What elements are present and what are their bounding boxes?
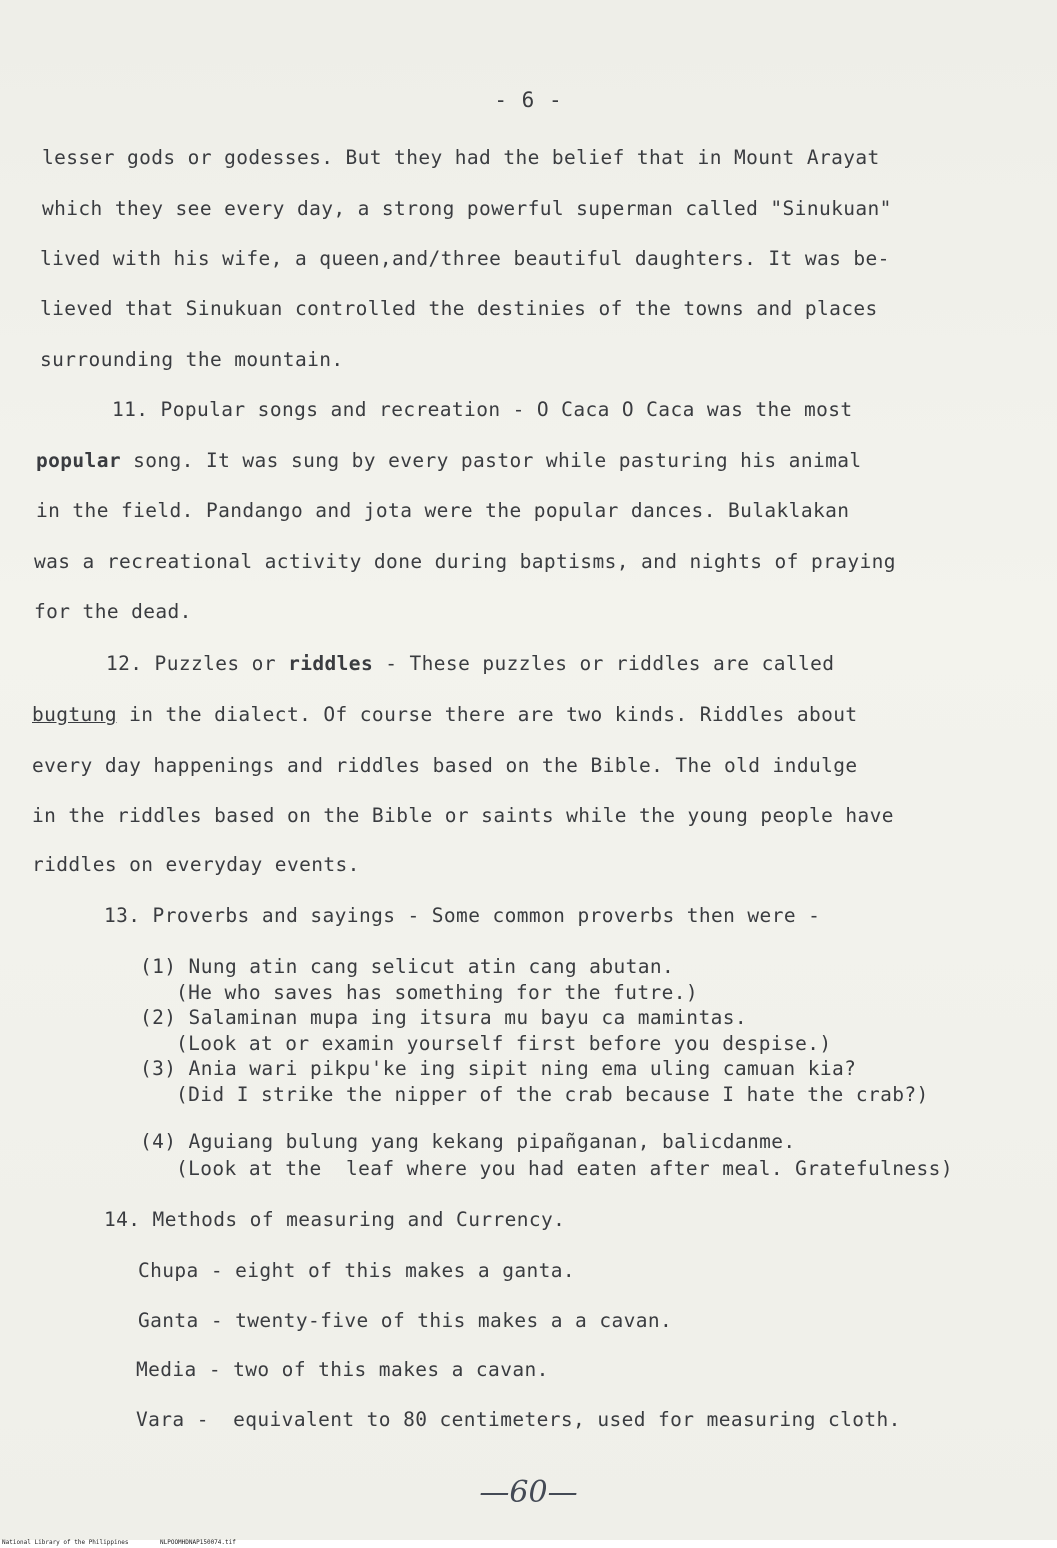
proverb-3-translation: (Did I strike the nipper of the crab because I hate the crab?) [176, 1083, 929, 1106]
text-line: every day happenings and riddles based on the Bible. The old indulge [32, 754, 858, 777]
footer-library: National Library of the Philippines [2, 1539, 129, 1546]
text-line: for the dead. [34, 600, 192, 623]
underlined-term: bugtung [32, 703, 117, 726]
section-11-heading: 11. Popular songs and recreation - O Caca O Caca was the most [112, 398, 853, 421]
text-line: in the riddles based on the Bible or saints while the young people have [32, 804, 894, 827]
measure-item: Vara - equivalent to 80 centimeters, used for measuring cloth. [136, 1408, 901, 1431]
text-line: popular song. It was sung by every pastor while pasturing his animal [36, 449, 862, 472]
proverb-4-translation: (Look at the leaf where you had eaten after meal. Gratefulness) [176, 1157, 953, 1180]
measure-item: Media - two of this makes a cavan. [136, 1358, 549, 1381]
footer-filename: NLPOOMHDNAP150074.tif [160, 1539, 236, 1546]
proverb-2-translation: (Look at or examin yourself first before you despise.) [176, 1032, 832, 1055]
text-line: riddles on everyday events. [32, 853, 360, 876]
text-line: bugtung in the dialect. Of course there are two kinds. Riddles about [32, 703, 858, 726]
section-14-heading: 14. Methods of measuring and Currency. [104, 1208, 566, 1231]
proverb-3: (3) Ania wari pikpu'ke ing sipit ning ema uling camuan kia? [140, 1057, 857, 1080]
text-line: was a recreational activity done during baptisms, and nights of praying [34, 550, 896, 573]
text-line: lieved that Sinukuan controlled the destinies of the towns and places [40, 297, 878, 320]
text-line: which they see every day, a strong powerful superman called "Sinukuan" [42, 197, 892, 220]
text-line: lived with his wife, a queen,and/three beautiful daughters. It was be- [40, 247, 890, 270]
proverb-1: (1) Nung atin cang selicut atin cang abutan. [140, 955, 675, 978]
proverb-1-translation: (He who saves has something for the futre.) [176, 981, 699, 1004]
section-13-heading: 13. Proverbs and sayings - Some common proverbs then were - [104, 904, 821, 927]
measure-item: Ganta - twenty-five of this makes a a cavan. [138, 1309, 673, 1332]
text-line: in the field. Pandango and jota were the popular dances. Bulaklakan [36, 499, 850, 522]
text-line: surrounding the mountain. [40, 348, 344, 371]
page-number: - 6 - [494, 88, 563, 112]
struck-word: popular [36, 449, 121, 472]
measure-item: Chupa - eight of this makes a ganta. [138, 1259, 576, 1282]
proverb-2: (2) Salaminan mupa ing itsura mu bayu ca mamintas. [140, 1006, 747, 1029]
handwritten-page-number: —60— [479, 1475, 578, 1510]
proverb-4: (4) Aguiang bulung yang kekang pipañganan, balicdanme. [140, 1130, 796, 1153]
section-12-heading: 12. Puzzles or riddles - These puzzles or riddles are called [106, 652, 835, 675]
scan-footer [0, 1540, 1057, 1548]
text-line: lesser gods or godesses. But they had the belief that in Mount Arayat [42, 146, 880, 169]
